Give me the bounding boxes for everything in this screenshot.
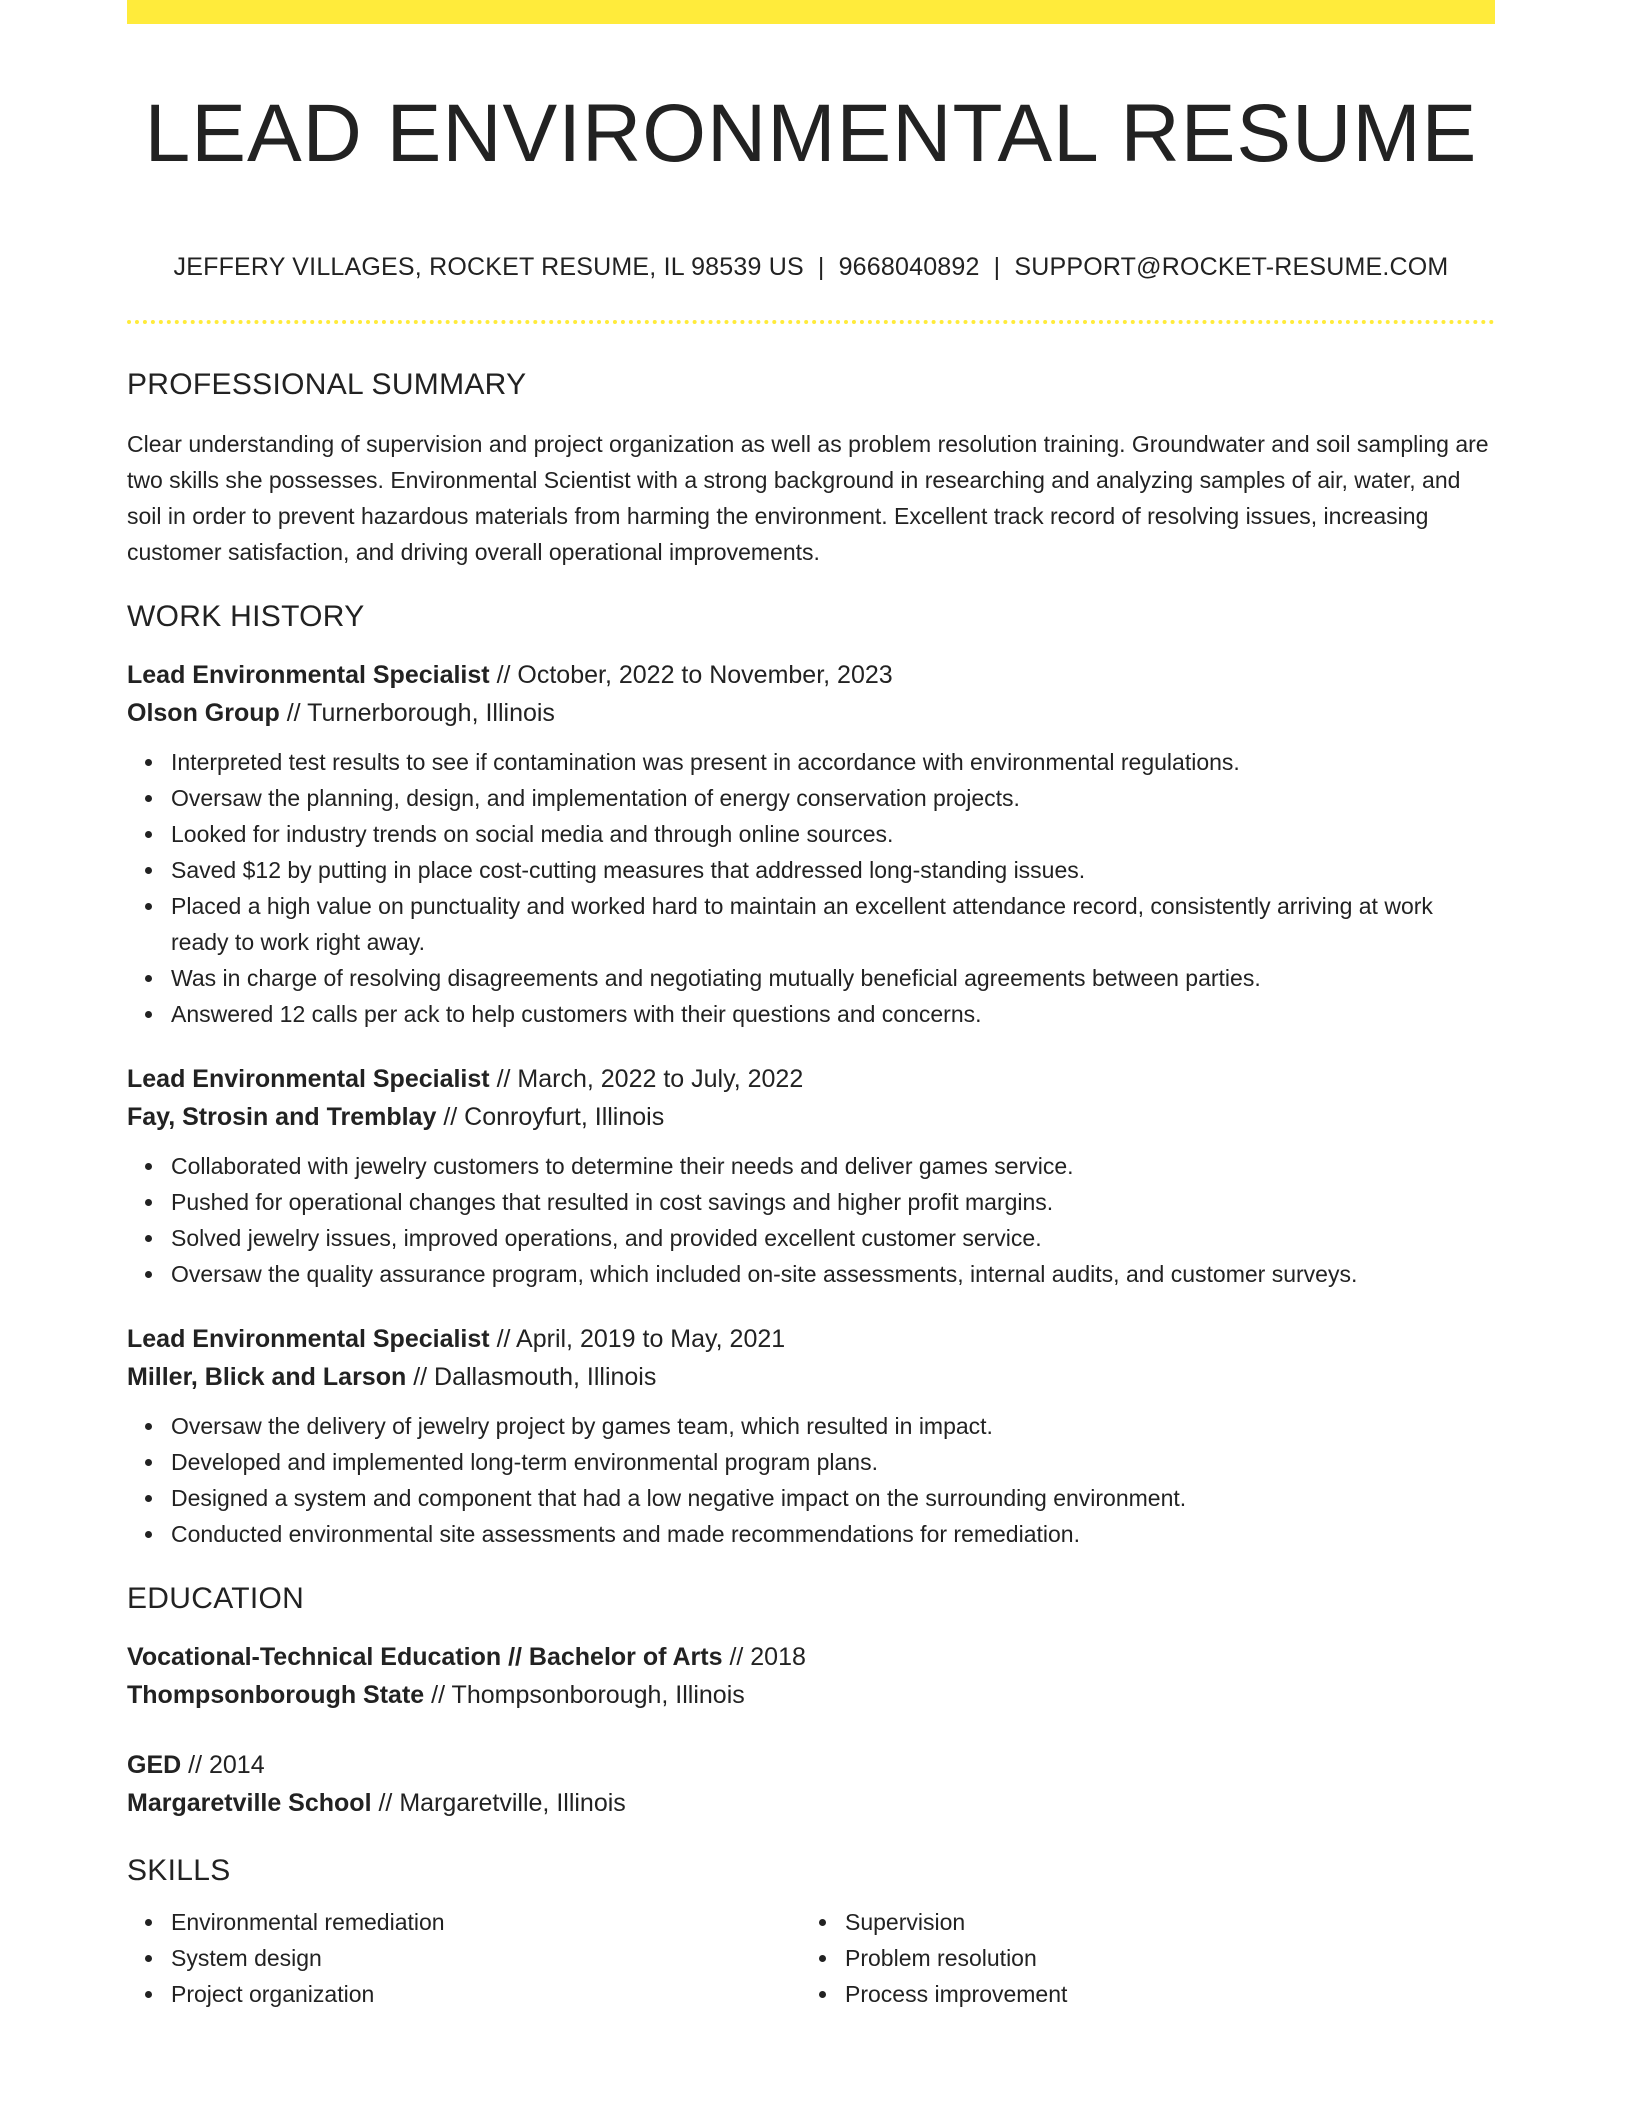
skills-list — [127, 1904, 801, 2012]
job-company-line — [127, 1358, 1495, 1396]
list-item: Supervision — [801, 1904, 1475, 1940]
skills-heading: SKILLS — [127, 1854, 231, 1887]
skills-column-left — [127, 1904, 801, 2012]
list-item: Oversaw the planning, design, and implementation of energy conservation projects. — [127, 780, 1495, 816]
list-item: Environmental remediation — [127, 1904, 801, 1940]
skills-grid — [127, 1904, 1495, 2012]
job-title: Lead Environmental Specialist — [127, 1065, 490, 1093]
list-item: Designed a system and component that had a low negative impact on the surrounding environment. — [127, 1480, 1495, 1516]
contact-phone: 9668040892 — [838, 253, 980, 281]
job-company-line — [127, 694, 1495, 732]
job-title: Lead Environmental Specialist — [127, 1325, 490, 1353]
job-location: // Conroyfurt, Illinois — [443, 1103, 665, 1131]
job-company: Olson Group — [127, 699, 280, 727]
job-title: Lead Environmental Specialist — [127, 661, 490, 689]
list-item: Oversaw the delivery of jewelry project by games team, which resulted in impact. — [127, 1408, 1495, 1444]
list-item: Oversaw the quality assurance program, which included on-site assessments, internal audits, and customer surveys. — [127, 1256, 1495, 1292]
list-item: Problem resolution — [801, 1940, 1475, 1976]
list-item: Collaborated with jewelry customers to determine their needs and deliver games service. — [127, 1148, 1495, 1184]
list-item: Interpreted test results to see if contamination was present in accordance with environmental regulations. — [127, 744, 1495, 780]
job-bullets — [127, 744, 1495, 1032]
skills-list — [801, 1904, 1475, 2012]
list-item: Developed and implemented long-term environmental program plans. — [127, 1444, 1495, 1480]
education-location: // Thompsonborough, Illinois — [431, 1681, 745, 1709]
education-degree: Vocational-Technical Education // Bachelor of Arts — [127, 1643, 723, 1671]
list-item: Looked for industry trends on social media and through online sources. — [127, 816, 1495, 852]
education-school-line — [127, 1784, 1495, 1822]
contact-separator: | — [817, 253, 825, 281]
list-item: Placed a high value on punctuality and worked hard to maintain an excellent attendance record, consistently arriving at work ready to work right away. — [127, 888, 1495, 960]
education-heading: EDUCATION — [127, 1582, 305, 1615]
contact-line — [127, 252, 1495, 282]
contact-email: SUPPORT@ROCKET-RESUME.COM — [1014, 253, 1449, 281]
list-item: Conducted environmental site assessments and made recommendations for remediation. — [127, 1516, 1495, 1552]
work-history-heading: WORK HISTORY — [127, 600, 365, 633]
accent-top-bar — [127, 0, 1495, 24]
job-entry — [127, 1060, 1495, 1292]
resume-page — [127, 0, 1495, 2012]
job-dates: // October, 2022 to November, 2023 — [496, 661, 893, 689]
education-degree-line — [127, 1746, 1495, 1784]
job-dates: // April, 2019 to May, 2021 — [496, 1325, 786, 1353]
education-degree: GED — [127, 1751, 182, 1779]
job-company: Miller, Blick and Larson — [127, 1363, 407, 1391]
job-company: Fay, Strosin and Tremblay — [127, 1103, 437, 1131]
job-title-line — [127, 656, 1495, 694]
education-entry — [127, 1746, 1495, 1822]
list-item: Process improvement — [801, 1976, 1475, 2012]
job-dates: // March, 2022 to July, 2022 — [496, 1065, 804, 1093]
job-entry — [127, 656, 1495, 1032]
job-bullets — [127, 1408, 1495, 1552]
summary-heading: PROFESSIONAL SUMMARY — [127, 368, 527, 401]
education-location: // Margaretville, Illinois — [378, 1789, 626, 1817]
contact-separator: | — [993, 253, 1001, 281]
dotted-divider — [127, 320, 1495, 324]
list-item: Project organization — [127, 1976, 801, 2012]
education-entry — [127, 1638, 1495, 1714]
list-item: System design — [127, 1940, 801, 1976]
education-school-line — [127, 1676, 1495, 1714]
education-school: Margaretville School — [127, 1789, 372, 1817]
job-location: // Turnerborough, Illinois — [286, 699, 555, 727]
summary-text: Clear understanding of supervision and project organization as well as problem resolution training. Groundwater and soil sampling are two skills she possesses. Environmental Scientist with a strong background in researching and analyzing samples of air, water, and soil in order to prevent hazardous materials from harming the environment. Excellent track record of resolving issues, increasing customer satisfaction, and driving overall operational improvements. — [127, 431, 1489, 565]
job-bullets — [127, 1148, 1495, 1292]
list-item: Solved jewelry issues, improved operations, and provided excellent customer service. — [127, 1220, 1495, 1256]
job-location: // Dallasmouth, Illinois — [413, 1363, 657, 1391]
list-item: Answered 12 calls per ack to help customers with their questions and concerns. — [127, 996, 1495, 1032]
list-item: Saved $12 by putting in place cost-cutting measures that addressed long-standing issues. — [127, 852, 1495, 888]
education-school: Thompsonborough State — [127, 1681, 425, 1709]
skills-column-right — [801, 1904, 1475, 2012]
resume-title: LEAD ENVIRONMENTAL RESUME — [144, 88, 1478, 179]
education-year: // 2014 — [188, 1751, 265, 1779]
job-company-line — [127, 1098, 1495, 1136]
job-entry — [127, 1320, 1495, 1552]
education-year: // 2018 — [729, 1643, 806, 1671]
education-degree-line — [127, 1638, 1495, 1676]
contact-address: JEFFERY VILLAGES, ROCKET RESUME, IL 98539 US — [173, 253, 804, 281]
job-title-line — [127, 1320, 1495, 1358]
list-item: Pushed for operational changes that resulted in cost savings and higher profit margins. — [127, 1184, 1495, 1220]
job-title-line — [127, 1060, 1495, 1098]
list-item: Was in charge of resolving disagreements and negotiating mutually beneficial agreements between parties. — [127, 960, 1495, 996]
